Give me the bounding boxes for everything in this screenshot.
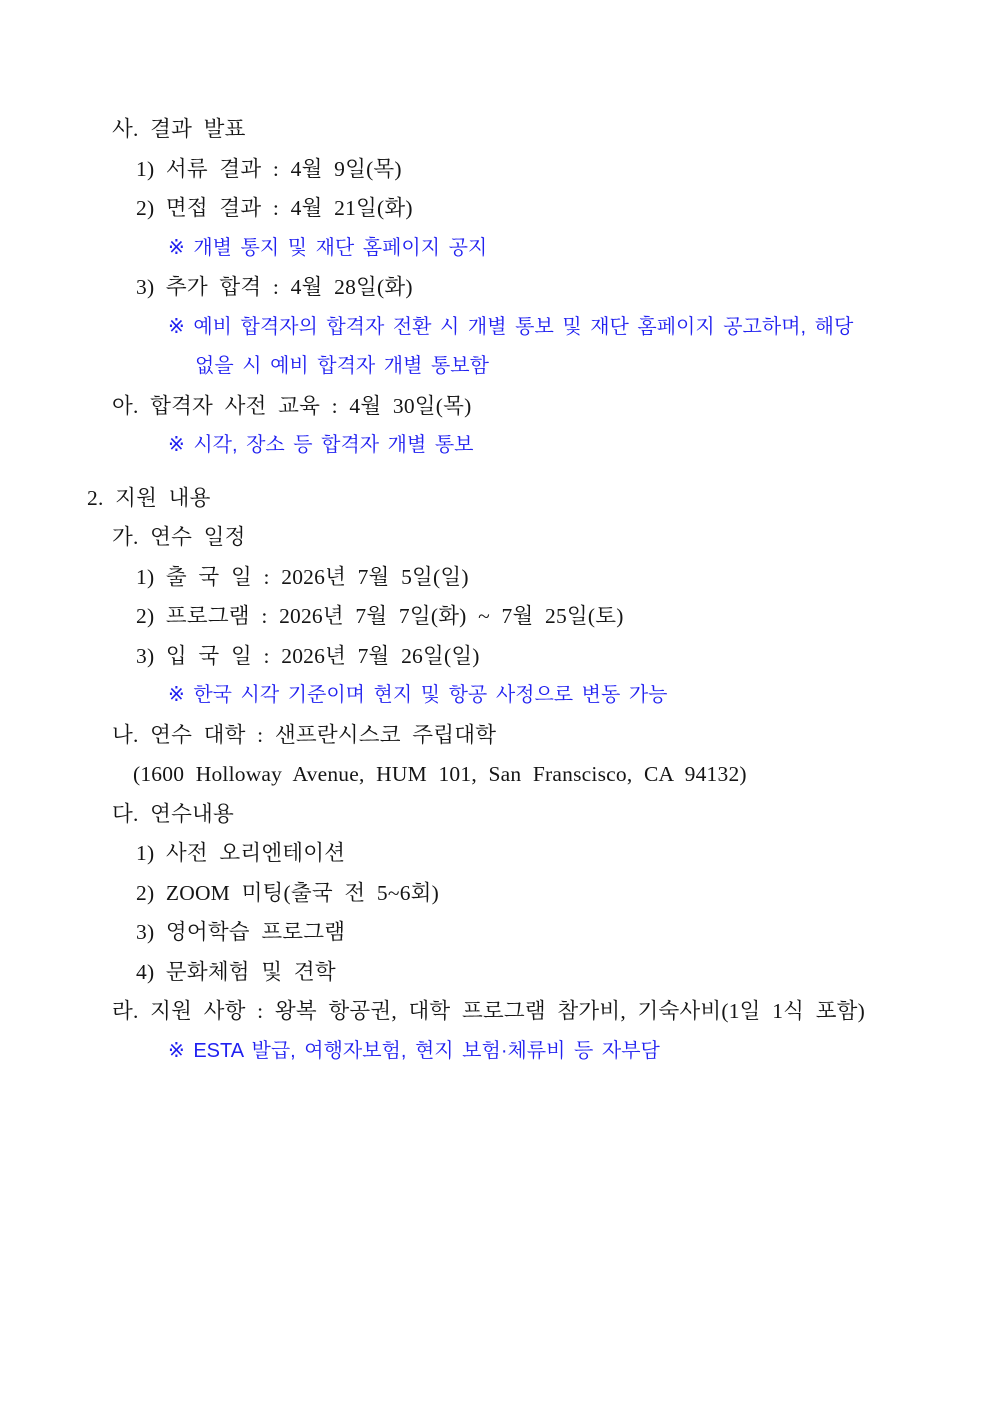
line-additional-pass: 3) 추가 합격 : 4월 28일(화) (136, 275, 413, 299)
note-korea-time-standard: ※ 한국 시각 기준이며 현지 및 항공 사정으로 변동 가능 (168, 684, 668, 706)
line-support-items: 라. 지원 사항 : 왕복 항공권, 대학 프로그램 참가비, 기숙사비(1일 1식 포함) (112, 999, 866, 1023)
line-english-program: 3) 영어학습 프로그램 (136, 920, 346, 944)
line-return-date: 3) 입 국 일 : 2026년 7월 26일(일) (136, 643, 480, 668)
line-training-university: 나. 연수 대학 : 샌프란시스코 주립대학 (112, 722, 497, 747)
line-interview-result: 2) 면접 결과 : 4월 21일(화) (136, 196, 413, 220)
section-gap (0, 466, 992, 479)
line-university-address: (1600 Holloway Avenue, HUM 101, San Franscisco, CA 94132) (133, 762, 747, 786)
heading-support-details: 2. 지원 내용 (87, 485, 211, 510)
line-program-period: 2) 프로그램 : 2026년 7월 7일(화) ~ 7월 25일(토) (136, 604, 624, 628)
note-self-payment: ※ ESTA 발급, 여행자보험, 현지 보험·체류비 등 자부담 (168, 1039, 660, 1062)
note-individual-notice: ※ 개별 통지 및 재단 홈페이지 공지 (168, 236, 488, 259)
line-pre-orientation: 1) 사전 오리엔테이션 (136, 841, 346, 865)
heading-results-announcement: 사. 결과 발표 (112, 117, 246, 141)
heading-training-contents: 다. 연수내용 (112, 801, 234, 826)
line-document-result: 1) 서류 결과 : 4월 9일(목) (136, 156, 402, 181)
line-pass-pretraining: 아. 합격자 사전 교육 : 4월 30일(목) (112, 393, 472, 418)
heading-training-schedule: 가. 연수 일정 (112, 525, 246, 549)
line-zoom-meeting: 2) ZOOM 미팅(출국 전 5~6회) (136, 880, 439, 905)
note-waitlist-conversion: ※ 예비 합격자의 합격자 전환 시 개별 통보 및 재단 홈페이지 공고하며, 해당 (168, 315, 854, 338)
note-waitlist-conversion-cont: 없을 시 예비 합격자 개별 통보함 (195, 355, 489, 377)
line-culture-tour: 4) 문화체험 및 견학 (136, 959, 336, 984)
note-pretraining-notice: ※ 시각, 장소 등 합격자 개별 통보 (168, 434, 474, 456)
line-departure-date: 1) 출 국 일 : 2026년 7월 5일(일) (136, 564, 469, 589)
